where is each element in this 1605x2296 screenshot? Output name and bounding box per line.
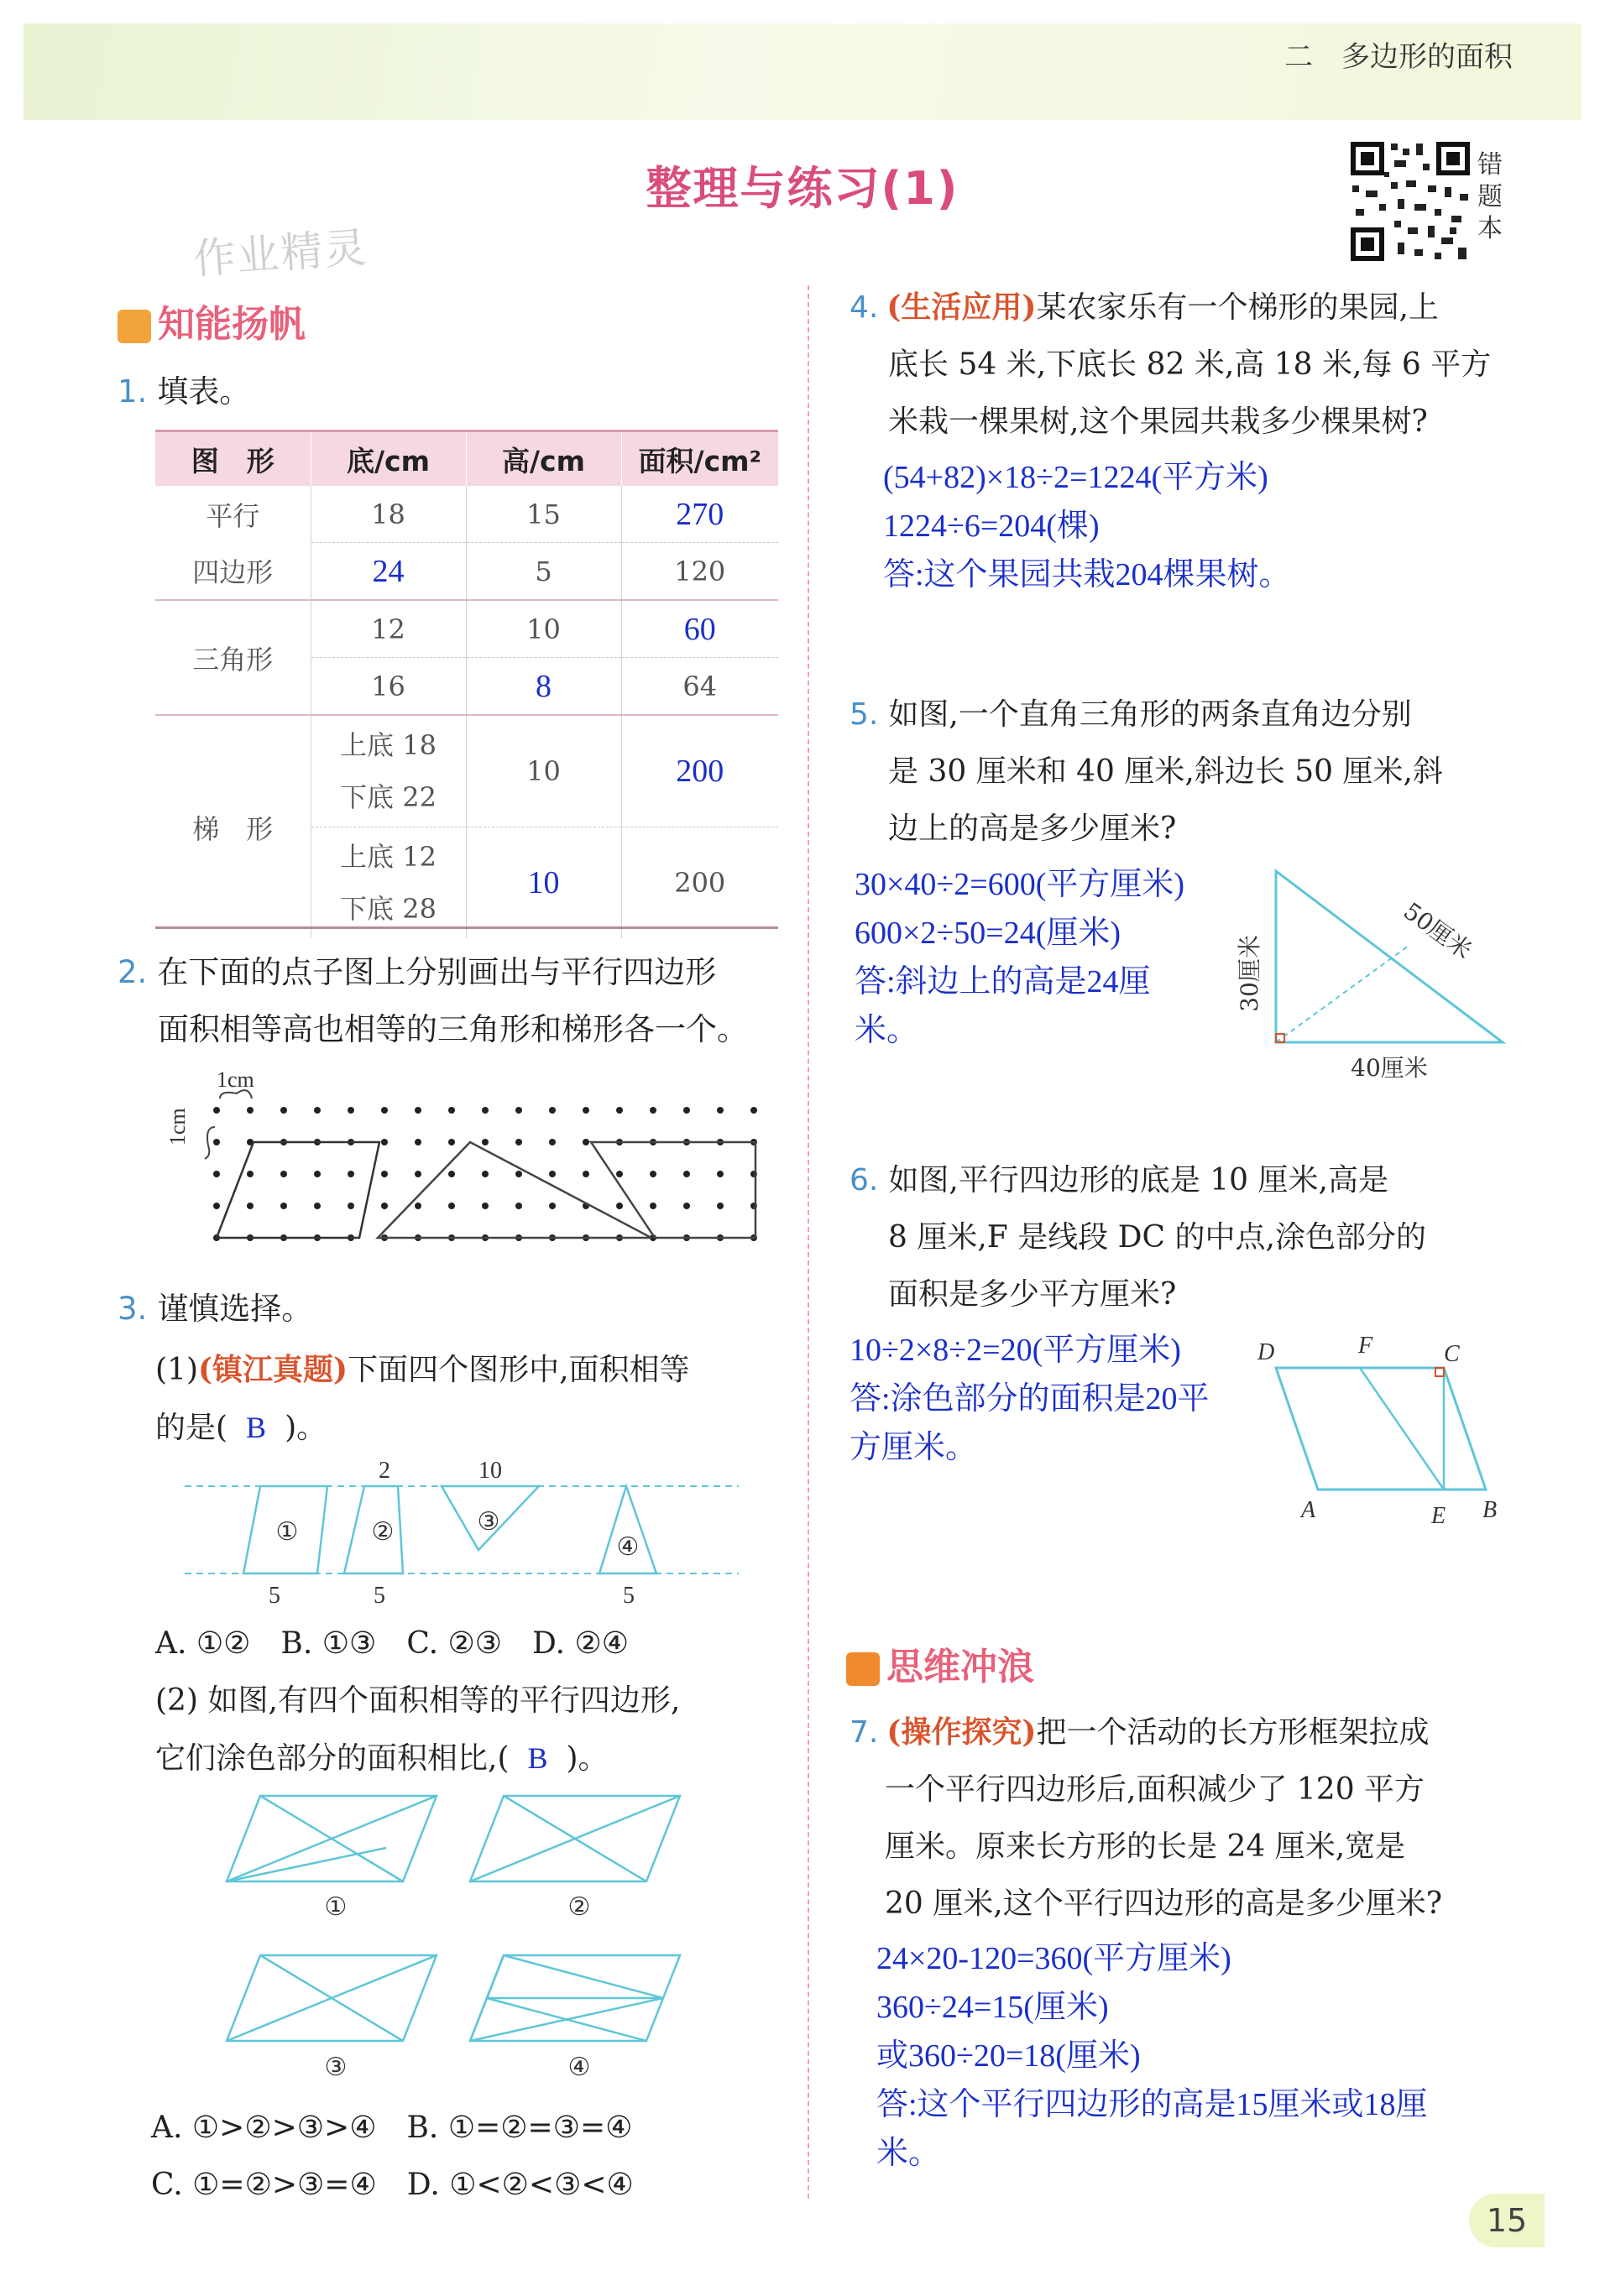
grid-dot [583,1107,589,1114]
answer-line: (54+82)×18÷2=1224(平方米) [883,460,1268,495]
answer-cell: 270 [621,486,778,543]
section-title-s2: 思维冲浪 [846,1636,1034,1690]
grid-dot [616,1203,623,1209]
answer-text: B [527,1741,548,1775]
grid-dot [348,1107,354,1114]
answer-line: 米。 [876,2136,941,2171]
grid-dot [381,1203,388,1209]
table-cell: 三角形 [155,600,311,715]
table-cell [311,827,466,939]
grid-dot [650,1203,656,1209]
dot-grid-figure [165,1062,772,1288]
grid-dot [448,1171,455,1177]
grid-dot [247,1171,254,1177]
fig-label: ① [324,1892,348,1922]
table-cell: 120 [621,543,778,601]
q3-part1 [155,1341,793,1457]
grid-dot [213,1139,220,1145]
table-cell: 梯 形 [155,715,311,938]
grid-dot [549,1203,556,1209]
table-header: 面积/cm² [621,432,778,486]
table-cell: 10 [466,600,621,658]
grid-dot [583,1171,589,1177]
section-title-s1: 知能扬帆 [118,294,306,347]
grid-dot [381,1107,388,1114]
right-triangle-figure [1226,856,1519,1083]
q3-part2-options [151,2100,634,2214]
grid-dot [213,1171,220,1177]
grid-dot [415,1107,421,1114]
table-cell-line: 上底 12 [340,841,437,873]
qr-code-icon[interactable] [1347,138,1473,264]
answer-line: 360÷24=15(厘米) [876,1990,1109,2025]
grid-dot [750,1107,757,1114]
answer-line: 答:涂色部分的面积是20平 [850,1381,1210,1417]
grid-dot [448,1107,455,1114]
grid-dot [381,1171,388,1177]
q3-part2-line: 它们涂色部分的面积相比,( B )。 [155,1741,609,1776]
grid-dot [717,1107,724,1114]
grid-dot [247,1107,254,1114]
grid-dot [515,1107,522,1114]
answer-line: 答:斜边上的高是24厘 [855,964,1151,999]
table-cell: 5 [466,543,621,601]
table-cell: 四边形 [155,543,311,601]
answer-cell: 8 [466,658,621,716]
answer-line: 1224÷6=204(棵) [883,509,1100,544]
table-bottom-rule [155,926,778,929]
answer-text: B [246,1411,267,1444]
answer-cell: 200 [621,715,778,827]
table-header: 图 形 [155,432,311,486]
parallelograms-figure [227,1787,697,2098]
grid-dot [683,1107,690,1114]
q6-line: 8 厘米,F 是线段 DC 的中点,涂色部分的 [888,1220,1426,1255]
q1-prompt: 1. 填表。 [118,373,251,410]
q5-line: 是 30 厘米和 40 厘米,斜边长 50 厘米,斜 [888,754,1443,789]
q4-line: 4. (生活应用)某农家乐有一个梯形的果园,上 [850,290,1439,325]
point-label: A [1301,1497,1316,1523]
q3-option-line: C. ①=②>③=④ D. ①<②<③<④ [151,2168,634,2202]
fig-label: ④ [616,1532,640,1562]
grid-dot [683,1203,690,1209]
parallelogram-figure [1242,1326,1528,1527]
fig-bottom-label: 5 [623,1583,635,1609]
fig-bottom-label: 5 [374,1583,385,1609]
grid-dot [280,1171,287,1177]
table-cell [311,715,466,827]
grid-dot [314,1203,321,1209]
watermark: 作业精灵 [191,222,370,284]
section-icon [846,1652,880,1686]
q5-line: 边上的高是多少厘米? [888,811,1177,846]
q3-part1-line: (1)(镇江真题)下面四个图形中,面积相等 [155,1352,690,1387]
grid-dot [482,1171,489,1177]
q2-line: 面积相等高也相等的三角形和梯形各一个。 [158,1011,748,1047]
point-label: D [1257,1339,1275,1365]
answer-line: 米。 [855,1013,919,1048]
grid-dot [314,1107,321,1114]
grid-dot [616,1171,623,1177]
section-icon [118,310,151,343]
chapter-title: 二 多边形的面积 [1284,40,1513,74]
q4-answer [883,453,1291,599]
table-header: 高/cm [466,432,621,486]
answer-line: 30×40÷2=600(平方厘米) [855,867,1185,902]
table-row [155,486,778,543]
grid-dot [515,1139,522,1145]
fig-top-label: 10 [478,1458,502,1484]
grid-dot [314,1171,321,1177]
table-row [155,600,778,658]
grid-dot [717,1171,724,1177]
q2-line: 2. 在下面的点子图上分别画出与平行四边形 [118,954,717,990]
table-row [155,543,778,601]
q7-line: 一个平行四边形后,面积减少了 120 平方 [885,1772,1425,1807]
q4-prompt [850,279,1521,451]
grid-dot [482,1203,489,1209]
q4-line: 米栽一棵果树,这个果园共栽多少棵果树? [888,404,1428,439]
point-label: E [1431,1503,1446,1529]
grid-dot [650,1171,656,1177]
leg-label-v: 30厘米 [1236,935,1263,1012]
drawn-triangle [378,1142,651,1238]
grid-dot [448,1203,455,1209]
fig-label: ③ [324,2053,348,2082]
q5-answer [855,860,1184,1055]
table-cell-line: 下底 28 [340,893,437,925]
grid-dot [549,1139,556,1145]
table-cell: 200 [674,867,726,899]
answer-line: 答:这个果园共栽204棵果树。 [883,557,1291,592]
q5-line: 5. 如图,一个直角三角形的两条直角边分别 [850,697,1412,732]
table-cell-line: 上底 18 [340,729,437,761]
table-cell-line: 下底 22 [340,781,437,813]
grid-dot [549,1171,556,1177]
grid-dot [247,1203,254,1209]
drawn-trapezoid [591,1142,755,1238]
unit-label-v: 1cm [165,1108,190,1145]
table-cell: 平行 [155,486,311,543]
q3-prompt: 3. 谨慎选择。 [118,1291,313,1327]
fill-table [155,432,778,938]
answer-cell: 10 [466,827,621,939]
table-header: 底/cm [311,432,466,486]
grid-dot [213,1107,220,1114]
q7-line: 厘米。原来长方形的长是 24 厘米,宽是 [885,1829,1406,1864]
table-cell: 64 [621,658,778,716]
grid-dot [381,1139,388,1145]
table-cell: 15 [466,486,621,543]
answer-line: 600×2÷50=24(厘米) [855,916,1121,951]
answer-cell: 24 [311,543,466,601]
grid-dot [616,1107,623,1114]
fig-label: ④ [567,2053,591,2082]
q6-line: 6. 如图,平行四边形的底是 10 厘米,高是 [850,1163,1388,1198]
grid-dot [482,1139,489,1145]
table-cell: 12 [311,600,466,658]
point-label: F [1358,1333,1373,1359]
table-cell: 18 [311,486,466,543]
q6-answer [850,1326,1210,1472]
q7-answer [876,1934,1428,2178]
point-label: C [1444,1341,1460,1367]
fig-bottom-label: 5 [269,1583,280,1609]
column-divider [808,285,809,2199]
fig-label: ② [371,1517,395,1547]
grid-dot [415,1171,421,1177]
page-number: 15 [1469,2194,1545,2247]
q4-line: 底长 54 米,下底长 82 米,高 18 米,每 6 平方 [888,347,1492,382]
q6-line: 面积是多少平方厘米? [888,1277,1177,1312]
answer-line: 答:这个平行四边形的高是15厘米或18厘 [876,2087,1428,2122]
grid-dot [683,1171,690,1177]
answer-line: 方厘米。 [850,1430,978,1465]
q7-prompt [850,1704,1521,1933]
answer-line: 10÷2×8÷2=20(平方厘米) [850,1333,1181,1368]
page-title: 整理与练习(1) [646,162,959,215]
answer-line: 或360÷20=18(厘米) [876,2038,1141,2074]
fig-top-label: 2 [379,1458,390,1484]
grid-dot [515,1171,522,1177]
table-row [155,715,778,827]
q3-part2 [155,1672,802,1787]
grid-dot [717,1203,724,1209]
table-header-row [155,432,778,486]
grid-dot [482,1107,489,1114]
grid-dot [415,1139,421,1145]
q6-prompt [850,1152,1521,1323]
shapes-figure [176,1456,747,1607]
grid-dot [348,1171,354,1177]
parallelogram-shape [217,1142,379,1238]
grid-dot [415,1203,421,1209]
grid-dot [280,1203,287,1209]
answer-cell: 60 [621,600,778,658]
unit-label-h: 1cm [217,1067,254,1092]
grid-dot [280,1107,287,1114]
q2-prompt [118,944,789,1058]
table-cell: 16 [311,658,466,716]
q3-part1-options: A. ①② B. ①③ C. ②③ D. ②④ [155,1626,630,1661]
q7-line: 20 厘米,这个平行四边形的高是多少厘米? [885,1886,1442,1921]
q5-prompt [850,686,1521,858]
grid-dot [448,1139,455,1145]
leg-label-h: 40厘米 [1351,1054,1428,1082]
fig-label: ② [567,1892,591,1922]
q3-part1-line: 的是( B )。 [155,1411,327,1445]
grid-dot [348,1203,354,1209]
q3-option-line: A. ①>②>③>④ B. ①=②=③=④ [151,2111,633,2145]
table-cell: 10 [466,715,621,827]
point-label: B [1482,1497,1498,1523]
hypotenuse-label: 50厘米 [1398,896,1477,965]
qr-label: 错 题 本 [1477,150,1503,243]
grid-dot [213,1203,220,1209]
q3-part2-line: (2) 如图,有四个面积相等的平行四边形, [155,1683,681,1718]
grid-dot [583,1139,589,1145]
grid-dot [549,1107,556,1114]
fig-label: ① [275,1517,299,1547]
fig-label: ③ [477,1507,500,1537]
q7-line: 7. (操作探究)把一个活动的长方形框架拉成 [850,1714,1430,1750]
grid-dot [515,1203,522,1209]
answer-line: 24×20-120=360(平方厘米) [876,1941,1231,1976]
grid-dot [650,1107,656,1114]
